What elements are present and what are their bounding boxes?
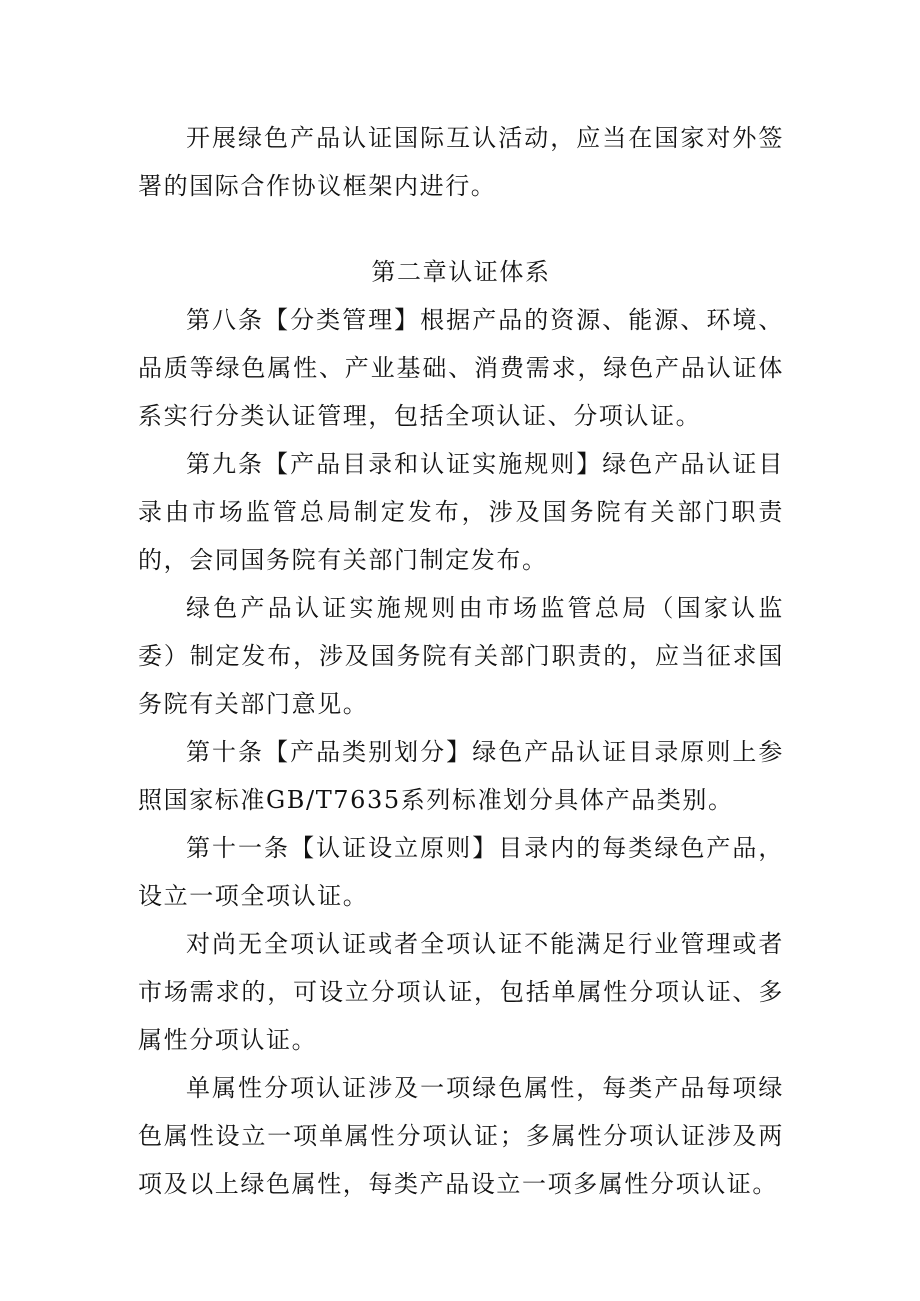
paragraph-intl-mutual-recognition: 开展绿色产品认证国际互认活动，应当在国家对外签署的国际合作协议框架内进行。: [138, 124, 784, 200]
article-9-paragraph: 第九条【产品目录和认证实施规则】绿色产品认证目录由市场监管总局制定发布，涉及国务院有关部门职责的，会同国务院有关部门制定发布。: [138, 450, 784, 574]
article-10-paragraph: 第十条【产品类别划分】绿色产品认证目录原则上参照国家标准GB/T7635系列标准划分具体产品类别。: [138, 738, 784, 814]
document-body: [138, 114, 784, 1208]
article-11-sub-certification-paragraph: 对尚无全项认证或者全项认证不能满足行业管理或者市场需求的，可设立分项认证，包括单属性分项认证、多属性分项认证。: [138, 930, 784, 1054]
article-8-paragraph: 第八条【分类管理】根据产品的资源、能源、环境、品质等绿色属性、产业基础、消费需求，绿色产品认证体系实行分类认证管理，包括全项认证、分项认证。: [138, 306, 784, 430]
article-11-attribute-paragraph: 单属性分项认证涉及一项绿色属性，每类产品每项绿色属性设立一项单属性分项认证；多属性分项认证涉及两项及以上绿色属性，每类产品设立一项多属性分项认证。: [138, 1074, 784, 1198]
article-9-rules-paragraph: 绿色产品认证实施规则由市场监管总局（国家认监委）制定发布，涉及国务院有关部门职责的，应当征求国务院有关部门意见。: [138, 594, 784, 718]
article-11-paragraph: 第十一条【认证设立原则】目录内的每类绿色产品，设立一项全项认证。: [138, 834, 784, 910]
chapter-heading: 第二章认证体系: [371, 258, 551, 286]
